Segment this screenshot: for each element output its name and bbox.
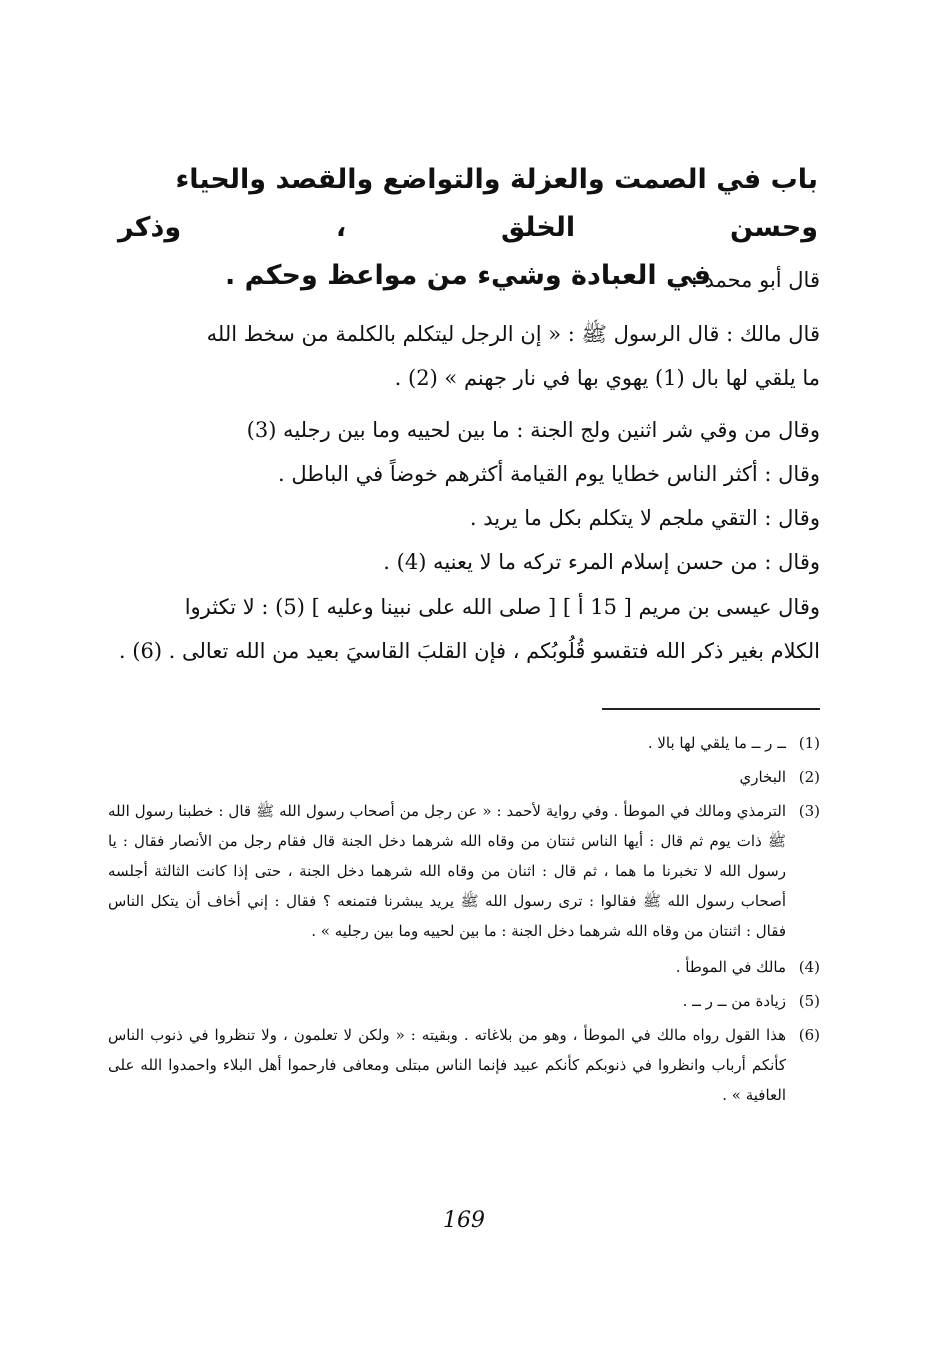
footnote-text: زيادة من ــ ر ــ .: [682, 992, 786, 1010]
paragraph-isa-saying: [108, 585, 820, 673]
page-number: 169: [443, 1208, 485, 1233]
saying-1: وقال من وقي شر اثنين ولج الجنة : ما بين لحييه وما بين رجليه (3): [246, 418, 820, 442]
paragraph-1-line-2: ما يلقي لها بال (1) يهوي بها في نار جهنم » (2) .: [394, 366, 820, 390]
footnote-6: [108, 1020, 820, 1110]
footnote-3: [108, 796, 820, 946]
footnote-text: مالك في الموطأ .: [675, 958, 786, 976]
paragraph-3-line-1: وقال عيسى بن مريم [ 15 أ ] [ صلى الله على نبينا وعليه ] (5) : لا تكثروا: [184, 595, 820, 619]
footnote-number: (2): [798, 768, 820, 786]
paragraph-malik-hadith: [108, 312, 820, 400]
footnote-5: [108, 986, 820, 1016]
footnote-text: ــ ر ــ ما يلقي لها بالا .: [647, 734, 786, 752]
saying-3: وقال : التقي ملجم لا يتكلم بكل ما يريد .: [469, 506, 820, 530]
footnotes: [108, 728, 820, 1114]
footnote-number: (5): [798, 992, 820, 1010]
paragraph-1-line-1: قال مالك : قال الرسول ﷺ : « إن الرجل ليتكلم بالكلمة من سخط الله: [206, 322, 820, 346]
chapter-title-line-2: في العبادة وشيء من مواعظ وحكم .: [224, 260, 712, 291]
paragraph-3-line-2: الكلام بغير ذكر الله فتقسو قُلُوبُكم ، فإن القلبَ القاسيَ بعيد من الله تعالى . (6) .: [118, 639, 820, 663]
chapter-title-line-1: باب في الصمت والعزلة والتواضع والقصد والحياء وحسن الخلق ، وذكر: [118, 164, 818, 243]
sayings-block: [108, 408, 820, 584]
saying-2: وقال : أكثر الناس خطايا يوم القيامة أكثرهم خوضاً في الباطل .: [277, 462, 820, 486]
footnote-text: هذا القول رواه مالك في الموطأ ، وهو من بلاغاته . وبقيته : « ولكن لا تعلمون ، ولا تنظروا في ذنوب الناس كأنكم أرباب وانظروا في ذنوبكم كأنكم عبيد فإنما الناس مبتلى ومعافى فارحموا أهل البلاء واحمدوا الله على العافية » .: [108, 1026, 786, 1104]
intro-line: قال أبو محمد :: [690, 268, 820, 292]
footnote-number: (4): [798, 958, 820, 976]
footnote-text: الترمذي ومالك في الموطأ . وفي رواية لأحمد : « عن رجل من أصحاب رسول الله ﷺ قال : خطبنا رسول الله ﷺ ذات يوم ثم قال : أيها الناس ثنتان من وقاه الله شرهما دخل الجنة قال فقام رجل من الأنصار فقال : يا رسول الله لا تخبرنا ما هما ، ثم قال : اثنان من وقاه الله شرهما دخل الجنة ، حتى إذا كانت الثالثة أجلسه أصحاب رسول الله ﷺ فقالوا : ترى رسول الله ﷺ يريد يبشرنا فتمنعه ؟ فقال : إني أخاف أن يتكل الناس فقال : اثنتان من وقاه الله شرهما دخل الجنة : ما بين لحييه وما بين رجليه » .: [108, 802, 786, 940]
footnote-number: (6): [798, 1026, 820, 1044]
footnote-2: [108, 762, 820, 792]
footnote-number: (3): [798, 802, 820, 820]
footnote-4: [108, 952, 820, 982]
footnote-text: البخاري: [739, 768, 786, 786]
footnote-divider: [602, 708, 820, 710]
saying-4: وقال : من حسن إسلام المرء تركه ما لا يعنيه (4) .: [383, 550, 820, 574]
footnote-number: (1): [798, 734, 820, 752]
footnote-1: [108, 728, 820, 758]
